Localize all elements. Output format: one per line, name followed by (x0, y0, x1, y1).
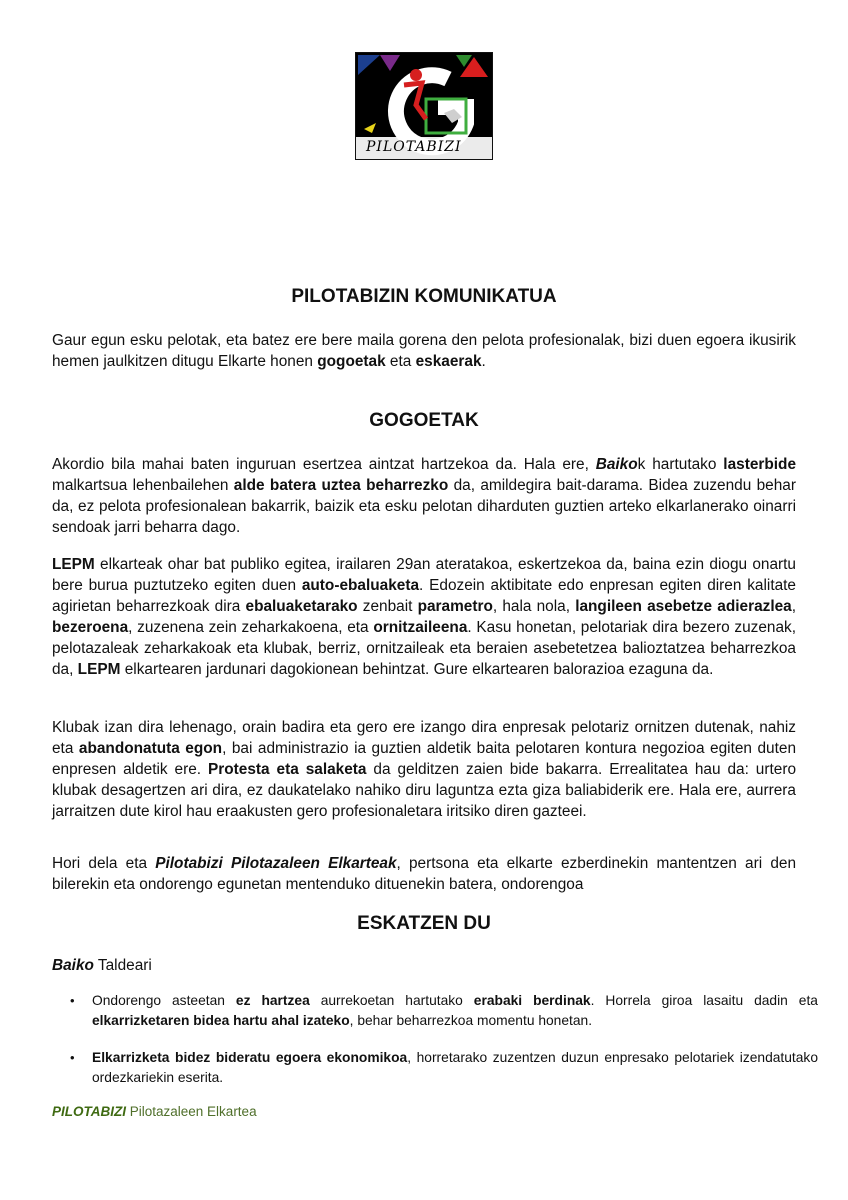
baiko-line: Baiko Taldeari (52, 957, 152, 974)
list-item: • Ondorengo asteetan ez hartzea aurrekoetan hartutako erabaki berdinak. Horrela giroa lasaitu dadin eta elkarrizketaren bidea hartu ahal izateko, behar beharrezkoa momentu honetan. (70, 993, 818, 1028)
page-title: PILOTABIZIN KOMUNIKATUA (291, 286, 557, 307)
logo-text: PILOTABIZI (366, 139, 462, 155)
paragraph-hori-dela: Hori dela eta Pilotabizi Pilotazaleen Elkarteak, pertsona eta elkarte ezberdinekin mantentzen ari den bilerekin eta ondorengo egunetan mentenduko dituenekin batera, ondorengoa (52, 855, 796, 893)
footer-rest: Pilotazaleen Elkartea (126, 1104, 257, 1119)
paragraph-akordio: Akordio bila mahai baten inguruan esertzea aintzat hartzekoa da. Hala ere, Baikok hartutako lasterbide malkartsua lehenbailehen alde batera uztea beharrezko da, amildegira bait-darama. Bidea zuzendu behar da, ez pelota profesionalean bakarrik, baizik eta esku pelotan diharduten guztien arteko elkarlanerako oinarri sendoak jarri beharra dago. (52, 456, 797, 536)
paragraph-klubak: Klubak izan dira lehenago, orain badira eta gero ere izango dira enpresak pelotariz ornitzen dutenak, nahiz eta abandonatuta egon, bai administrazio ia guztien aldetik baita pelotaren kontura negozioa egiten duten enpresen aldetik ere. Protesta eta salaketa da gelditzen zaien bide bakarra. Errealitatea hau da: urtero klubak desagertzen ari dira, ez daukatelako nahiko diru laguntza ezta giza baliabiderik ere. Hala ere, aurrera jarraitzen dute kirol hau eraakusten gero profesionaletara iritsiko diren gazteei. (52, 719, 797, 820)
bullet-icon: • (70, 1050, 75, 1065)
footer-organization (52, 1104, 257, 1119)
bullet-icon: • (70, 993, 75, 1008)
gogoetak-heading: GOGOETAK (369, 410, 479, 431)
list-item: • Elkarrizketa bidez bideratu egoera ekonomikoa, horretarako zuzentzen duzun enpresako pelotariek izendatutako ordezkariekin eserita. (70, 1050, 819, 1085)
eskatzen-heading: ESKATZEN DU (357, 913, 491, 934)
intro-paragraph: Gaur egun esku pelotak, eta batez ere bere maila gorena den pelota profesionalak, bizi duen egoera ikusirik hemen jaulkitzen ditugu Elkarte honen gogoetak eta eskaerak. (52, 332, 796, 370)
pilotabizi-logo (355, 52, 493, 160)
footer-brand: PILOTABIZI (52, 1104, 126, 1119)
paragraph-lepm: LEPM elkarteak ohar bat publiko egitea, irailaren 29an ateratakoa, eskertzekoa da, baina ezin diogu onartu bere burua puztutzeko egiten duen auto-ebaluaketa. Edozein aktibitate edo enpresan egiten diren kalitate agirietan beharrezkoak dira ebaluaketarako zenbait parametro, hala nola, langileen asebetze adierazlea, bezeroena, zuzenena zein zeharkakoena, eta ornitzaileena. Kasu honetan, pelotariak dira bezero zuzenak, pelotazaleak zeharkakoak eta klubak, berriz, ornitzaileak eta beraien asebetetzea balioztatzea beharrezkoa da, LEPM elkartearen jardunari dagokionean behintzat. Gure elkartearen balorazioa ezaguna da. (52, 556, 797, 678)
